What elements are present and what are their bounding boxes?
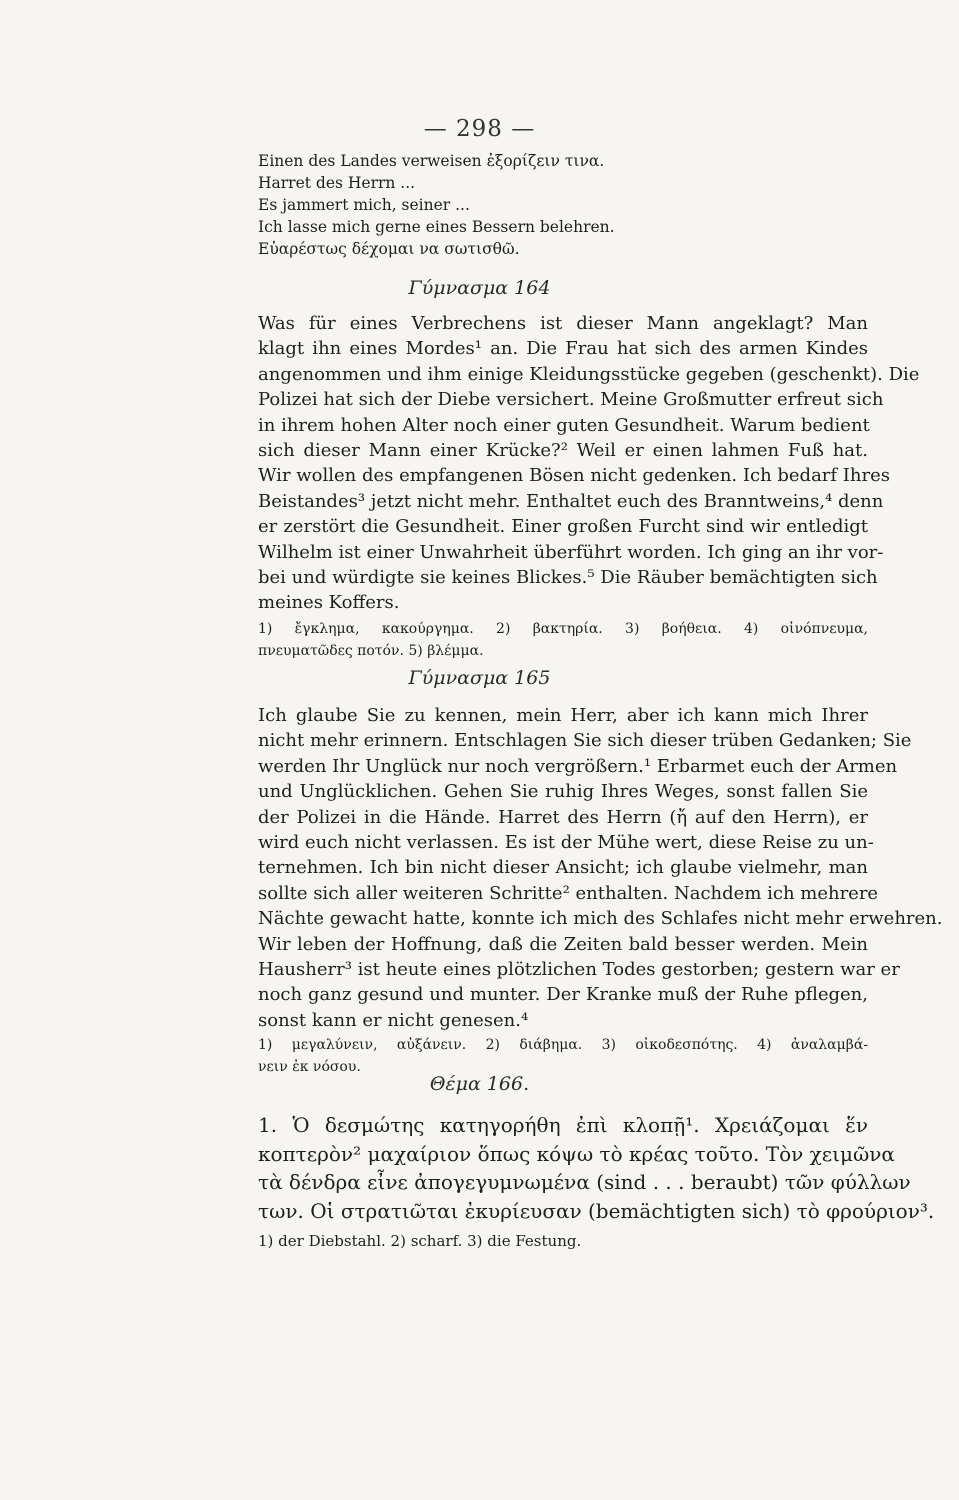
exercise-164-footnotes	[258, 618, 868, 662]
footnote-line: 1) μεγαλύνειν, αὐξάνειν. 2) διάβημα. 3) οἰκοδεσπότης. 4) ἀναλαμβά-	[258, 1037, 868, 1053]
phrase-line: Es jammert mich, seiner ...	[258, 196, 470, 214]
text-line: wird euch nicht verlassen. Es ist der Mühe wert, diese Reise zu un-	[258, 831, 874, 853]
text-line: bei und würdigte sie keines Blickes.⁵ Die Räuber bemächtigten sich	[258, 566, 878, 588]
theme-166-heading: Θέμα 166.	[429, 1073, 530, 1095]
phrase-line: Εὐαρέστως δέχομαι να σωτισθῶ.	[258, 240, 520, 258]
exercise-165-heading: Γύμνασμα 165	[408, 667, 551, 689]
text-line: und Unglücklichen. Gehen Sie ruhig Ihres Weges, sonst fallen Sie	[258, 781, 868, 803]
text-line: klagt ihn eines Mordes¹ an. Die Frau hat sich des armen Kindes	[258, 338, 868, 360]
phrase-line: Harret des Herrn ...	[258, 174, 416, 192]
exercise-164-heading: Γύμνασμα 164	[408, 277, 551, 299]
theme-166-text	[258, 1111, 935, 1225]
text-line: werden Ihr Unglück nur noch vergrößern.¹ Erbarmet euch der Armen	[258, 755, 898, 777]
text-line: er zerstört die Gesundheit. Einer großen Furcht sind wir entledigt	[258, 516, 868, 538]
text-line: Hausherr³ ist heute eines plötzlichen Todes gestorben; gestern war er	[258, 958, 900, 980]
exercise-165-text	[258, 703, 943, 1033]
text-line: der Polizei in die Hände. Harret des Herrn (ἤ auf den Herrn), er	[258, 806, 868, 828]
footnote-line: 1) der Diebstahl. 2) scharf. 3) die Festung.	[258, 1232, 582, 1250]
text-line: sollte sich aller weiteren Schritte² enthalten. Nachdem ich mehrere	[258, 882, 879, 904]
text-line: in ihrem hohen Alter noch einer guten Gesundheit. Warum bedient	[258, 414, 870, 436]
phrase-line: Einen des Landes verweisen ἐξορίζειν τινα.	[258, 152, 605, 170]
phrase-list	[258, 150, 868, 260]
theme-166-footnotes	[258, 1230, 868, 1252]
text-line: Wir wollen des empfangenen Bösen nicht gedenken. Ich bedarf Ihres	[258, 465, 890, 487]
text-line: noch ganz gesund und munter. Der Kranke muß der Ruhe pflegen,	[258, 984, 868, 1006]
text-line: των. Οἱ στρατιῶται ἐκυρίευσαν (bemächtigten sich) τὸ φρούριον³.	[258, 1198, 935, 1223]
text-line: Ich glaube Sie zu kennen, mein Herr, aber ich kann mich Ihrer	[258, 705, 868, 726]
text-line: τὰ δένδρα εἶνε ἀπογεγυμνωμένα (sind . . . beraubt) τῶν φύλλων	[258, 1170, 911, 1194]
footnote-line: πνευματῶδες ποτόν. 5) βλέμμα.	[258, 643, 484, 659]
footnote-line: νειν ἐκ νόσου.	[258, 1059, 361, 1075]
text-line: Was für eines Verbrechens ist dieser Mann angeklagt? Man	[258, 313, 868, 334]
text-line: meines Koffers.	[258, 592, 400, 614]
phrase-line: Ich lasse mich gerne eines Bessern belehren.	[258, 218, 615, 236]
page-number: — 298 —	[423, 116, 536, 142]
text-line: sonst kann er nicht genesen.⁴	[258, 1009, 529, 1031]
text-line: κοπτερὸν² μαχαίριον ὅπως κόψω τὸ κρέας τοῦτο. Τὸν χειμῶνα	[258, 1141, 895, 1166]
text-line: Wilhelm ist einer Unwahrheit überführt worden. Ich ging an ihr vor-	[258, 541, 884, 563]
exercise-164-text	[258, 311, 920, 616]
text-line: angenommen und ihm einige Kleidungsstücke gegeben (geschenkt). Die	[258, 363, 920, 385]
footnote-line: 1) ἔγκλημα, κακούργημα. 2) βακτηρία. 3) βοήθεια. 4) οἰνόπνευμα,	[258, 621, 868, 637]
text-line: Beistandes³ jetzt nicht mehr. Enthaltet euch des Branntweins,⁴ denn	[258, 490, 884, 512]
text-line: Polizei hat sich der Diebe versichert. Meine Großmutter erfreut sich	[258, 389, 884, 411]
text-line: sich dieser Mann einer Krücke?² Weil er einen lahmen Fuß hat.	[258, 439, 868, 461]
text-line: Nächte gewacht hatte, konnte ich mich des Schlafes nicht mehr erwehren.	[258, 908, 943, 930]
exercise-165-footnotes	[258, 1034, 868, 1078]
text-line: Wir leben der Hoffnung, daß die Zeiten bald besser werden. Mein	[258, 933, 868, 955]
text-line: 1. Ὁ δεσμώτης κατηγορήθη ἐπὶ κλοπῇ¹. Χρειάζομαι ἕν	[258, 1113, 868, 1137]
text-line: ternehmen. Ich bin nicht dieser Ansicht; ich glaube vielmehr, man	[258, 857, 868, 879]
text-line: nicht mehr erinnern. Entschlagen Sie sich dieser trüben Gedanken; Sie	[258, 730, 912, 752]
